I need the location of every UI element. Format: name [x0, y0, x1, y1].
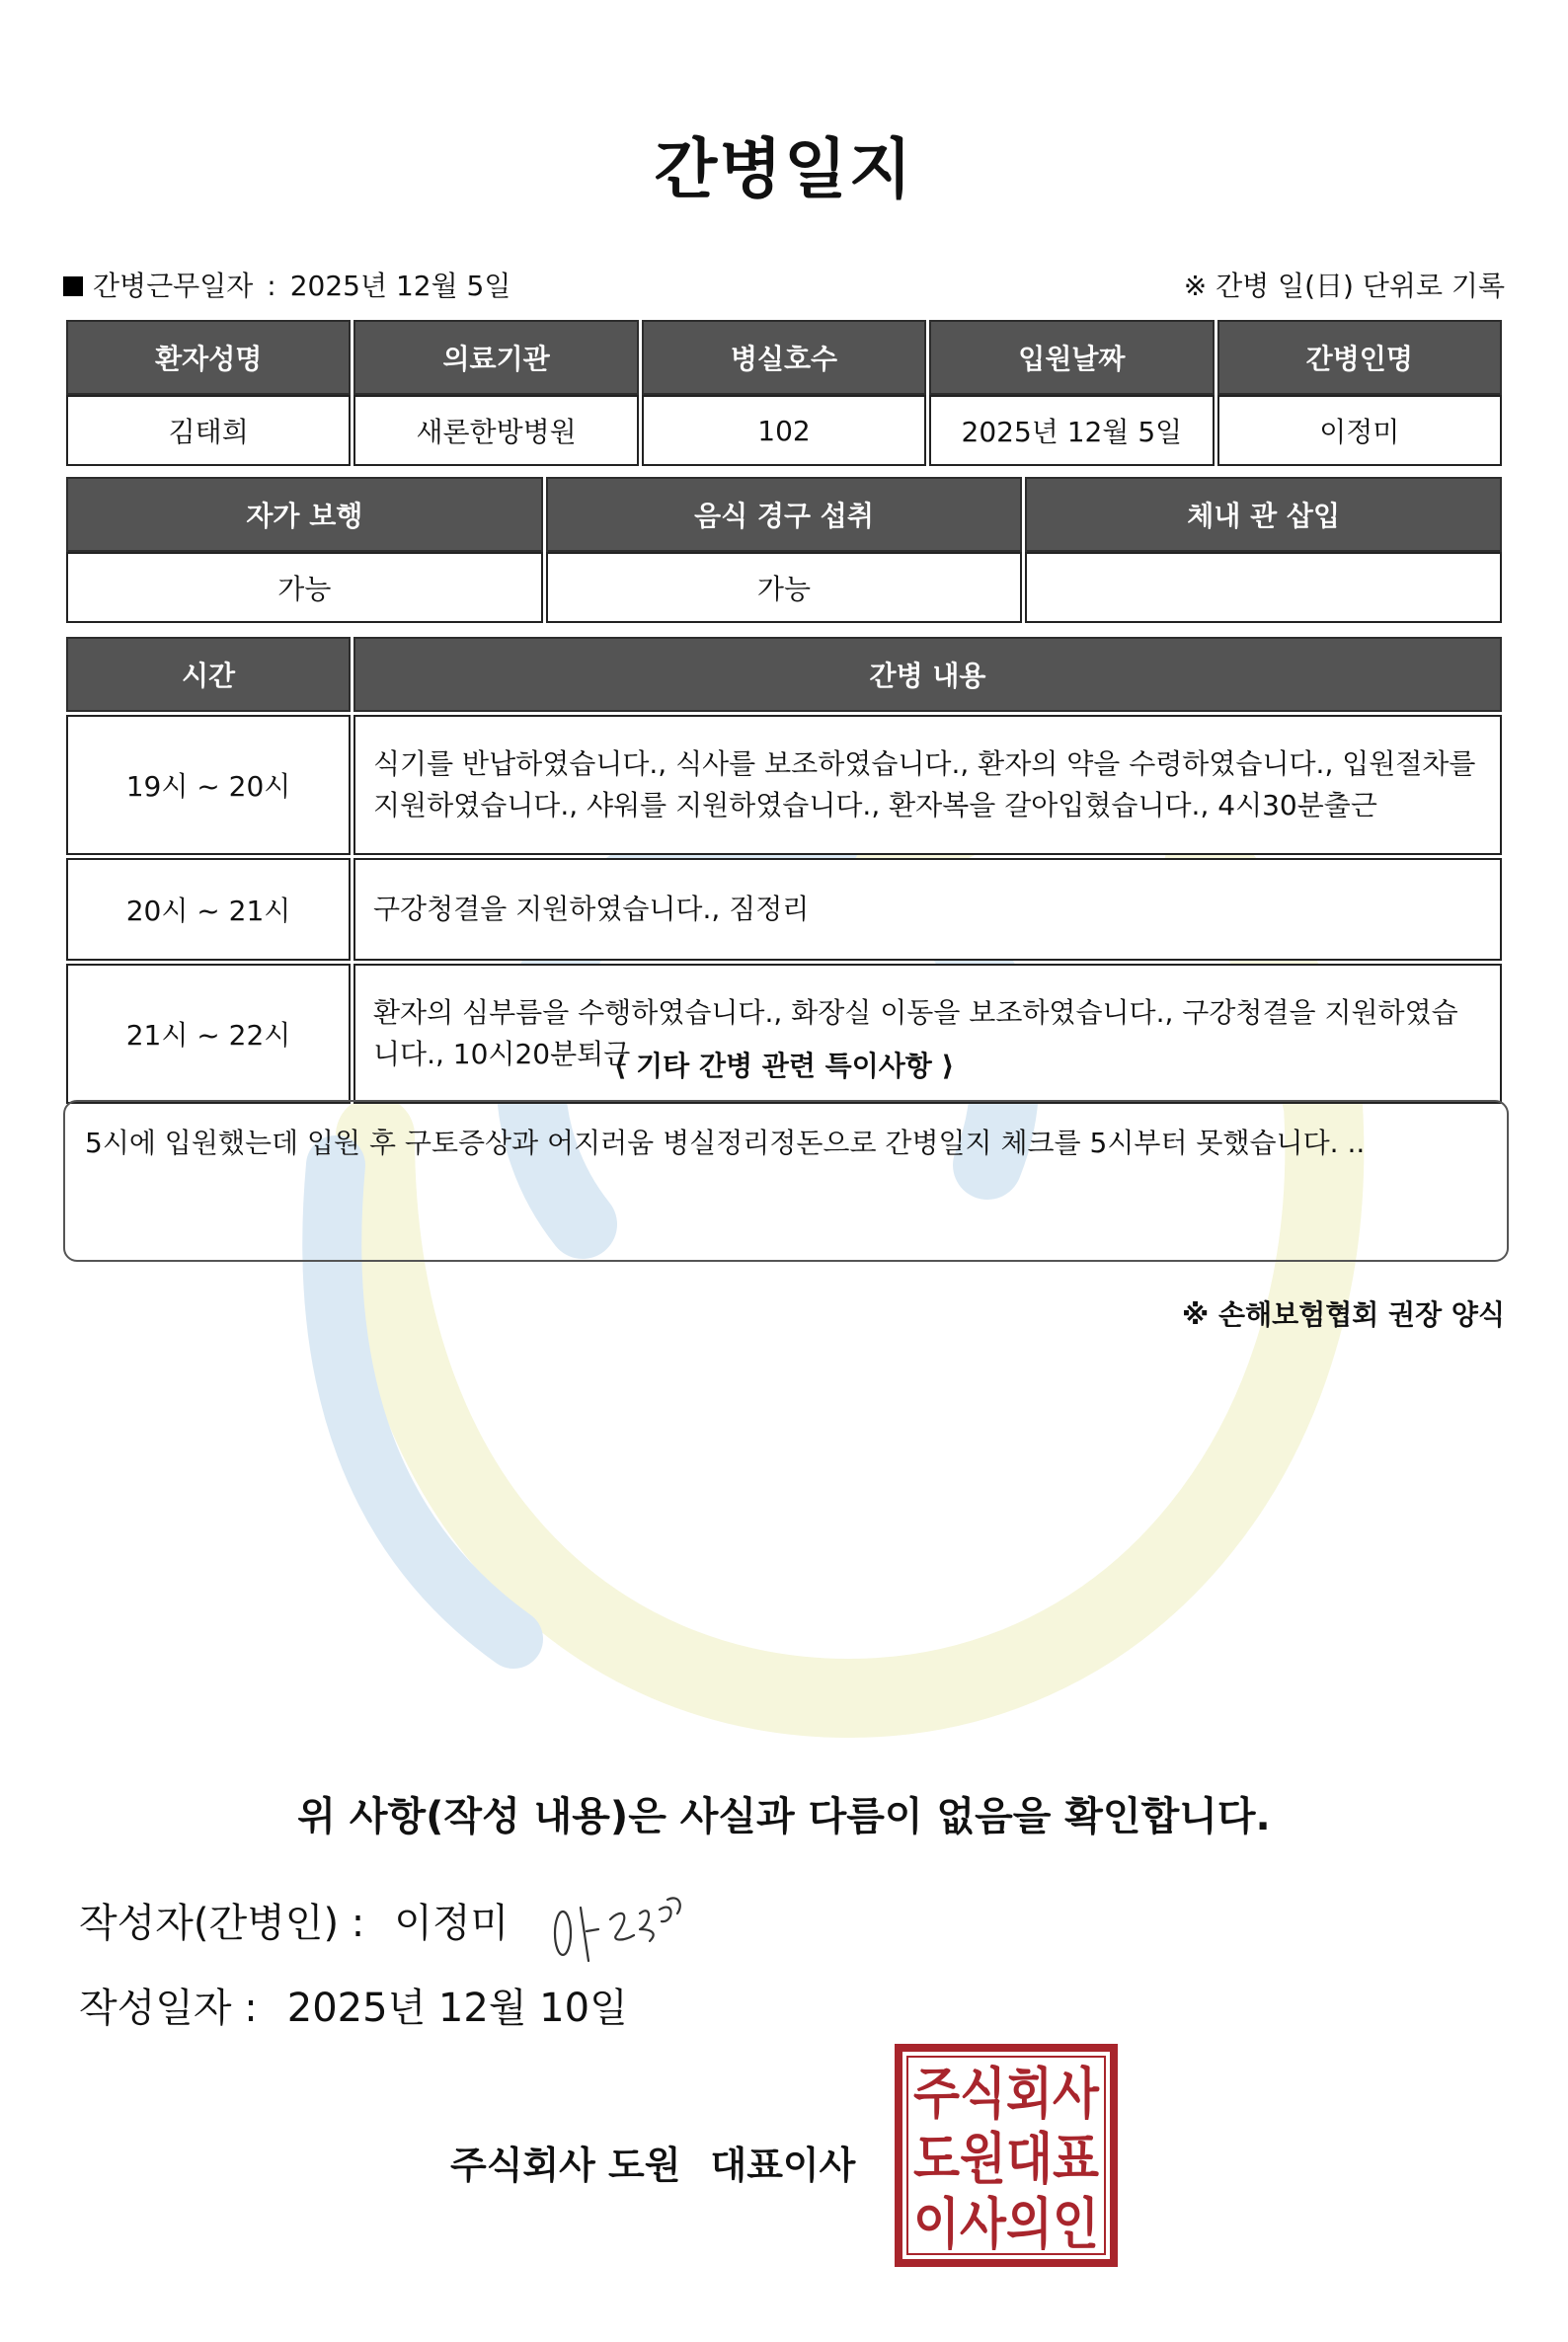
header-caregiver-name: 간병인명 [1217, 320, 1502, 395]
written-date-line [79, 1977, 628, 2033]
patient-status-table [63, 477, 1505, 623]
status-value-row [66, 552, 1502, 623]
tube-insertion-value [1025, 552, 1502, 623]
company-seal-stamp [895, 2044, 1118, 2267]
header-care-content: 간병 내용 [353, 637, 1502, 712]
writer-line [79, 1892, 509, 1948]
table-row [66, 715, 1502, 855]
time-cell: 21시 ~ 22시 [66, 964, 351, 1104]
writer-name: 이정미 [394, 1901, 510, 1946]
care-log-table [63, 634, 1505, 1107]
company-name: 주식회사 도원 [450, 2144, 681, 2187]
care-content-cell: 구강청결을 지원하였습니다., 짐정리 [353, 858, 1502, 961]
record-unit-note: ※ 간병 일(日) 단위로 기록 [1183, 270, 1505, 302]
time-cell: 20시 ~ 21시 [66, 858, 351, 961]
seal-line-1: 주식회사 [913, 2063, 1100, 2127]
black-square-icon [63, 276, 83, 296]
document-title: 간병일지 [654, 131, 914, 207]
oral-intake-value: 가능 [546, 552, 1023, 623]
patient-name-value: 김태희 [66, 395, 351, 466]
header-room-number: 병실호수 [642, 320, 926, 395]
care-content-cell: 식기를 반납하였습니다., 식사를 보조하였습니다., 환자의 약을 수령하였습니다., 입원절차를 지원하였습니다., 샤워를 지원하였습니다., 환자복을 갈아입혔습니다., 4시30분출근 [353, 715, 1502, 855]
confirmation-statement: 위 사항(작성 내용)은 사실과 다름이 없음을 확인합니다. [297, 1794, 1271, 1839]
work-date-label: 간병근무일자 [93, 270, 254, 302]
header-patient-name: 환자성명 [66, 320, 351, 395]
header-admission-date: 입원날짜 [929, 320, 1214, 395]
ceo-title: 대표이사 [710, 2144, 856, 2187]
header-hospital: 의료기관 [353, 320, 638, 395]
header-time: 시간 [66, 637, 351, 712]
room-number-value: 102 [642, 395, 926, 466]
form-source-note: ※ 손해보험협회 권장 양식 [1182, 1298, 1505, 1331]
seal-line-3: 이사의인 [913, 2193, 1099, 2257]
admission-date-value: 2025년 12월 5일 [929, 395, 1214, 466]
care-content-cell: 환자의 심부름을 수행하였습니다., 화장실 이동을 보조하였습니다., 구강청결을 지원하였습니다., 10시20분퇴근 [353, 964, 1502, 1104]
header-tube-insertion: 체내 관 삽입 [1025, 477, 1502, 552]
status-header-row [66, 477, 1502, 552]
hospital-value: 새론한방병원 [353, 395, 638, 466]
company-signature-line [450, 2135, 855, 2189]
patient-header-row [66, 320, 1502, 395]
special-notes-title: ⟨ 기타 간병 관련 특이사항 ⟩ [613, 1050, 955, 1082]
special-notes-box: 5시에 입원했는데 입원 후 구토증상과 어지러움 병실정리정돈으로 간병일지 체크를 5시부터 못했습니다. .. [63, 1100, 1509, 1262]
self-walking-value: 가능 [66, 552, 543, 623]
work-date-colon: : [267, 270, 276, 302]
written-date-value: 2025년 12월 10일 [286, 1986, 628, 2031]
handwritten-signature [549, 1890, 717, 1969]
header-self-walking: 자가 보행 [66, 477, 543, 552]
patient-info-table [63, 320, 1505, 466]
care-log-header-row [66, 637, 1502, 712]
written-date-label: 작성일자 : [79, 1986, 258, 2031]
writer-label: 작성자(간병인) : [79, 1901, 365, 1946]
patient-value-row [66, 395, 1502, 466]
work-date-line [63, 265, 510, 304]
header-oral-intake: 음식 경구 섭취 [546, 477, 1023, 552]
caregiver-name-value: 이정미 [1217, 395, 1502, 466]
work-date-value: 2025년 12월 5일 [289, 270, 511, 302]
seal-line-2: 도원대표 [913, 2128, 1099, 2192]
table-row [66, 858, 1502, 961]
time-cell: 19시 ~ 20시 [66, 715, 351, 855]
